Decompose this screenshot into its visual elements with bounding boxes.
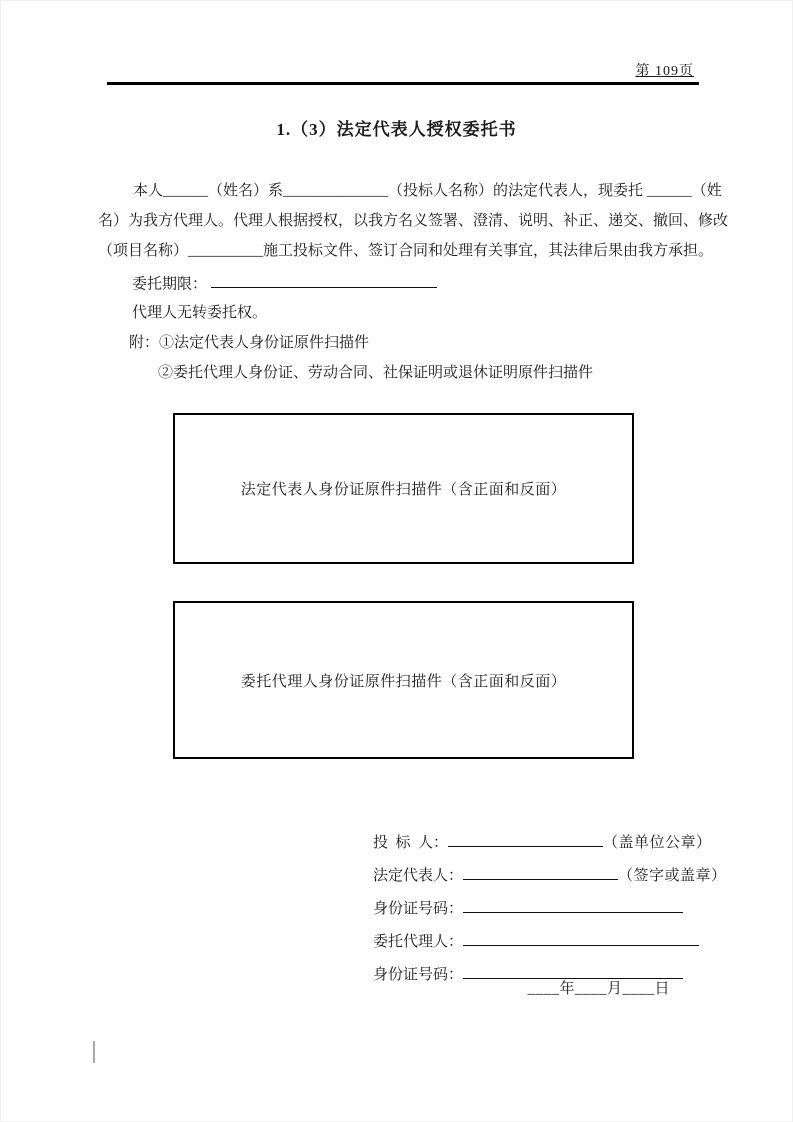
agent-id-scan-box xyxy=(173,601,634,759)
legal-rep-id-scan-box xyxy=(173,413,634,564)
bidder-name-blank[interactable] xyxy=(448,832,603,847)
agent-id-label: 身份证号码： xyxy=(373,967,464,983)
legal-rep-id-label: 身份证号码： xyxy=(373,901,464,917)
legal-rep-id-blank[interactable] xyxy=(463,898,683,913)
entrust-term-line xyxy=(132,273,748,294)
legal-rep-name-blank[interactable] xyxy=(463,865,618,880)
bidder-seal-note: （盖单位公章） xyxy=(603,835,712,851)
text-cursor-mark xyxy=(93,1041,95,1063)
attachment-line-2: ②委托代理人身份证、劳动合同、社保证明或退休证明原件扫描件 xyxy=(158,365,594,381)
legal-rep-label: 法定代表人： xyxy=(373,868,464,884)
entrust-term-label: 委托期限： xyxy=(132,276,208,293)
agent-label: 委托代理人： xyxy=(373,934,464,950)
page-number: 第 109页 xyxy=(635,64,694,79)
document-title: 1.（3）法定代表人授权委托书 xyxy=(276,120,517,139)
header-rule xyxy=(107,82,699,85)
paragraph-line-1: 本人______（姓名）系______________（投标人名称）的法定代表人，现委托 ______（姓 xyxy=(133,183,722,199)
entrust-term-blank[interactable] xyxy=(211,273,437,288)
bidder-label: 投 标 人： xyxy=(373,835,449,851)
agent-id-scan-label: 委托代理人身份证原件扫描件（含正面和反面） xyxy=(240,673,567,690)
date-line: ____年____月____日 xyxy=(527,981,670,997)
paragraph-line-2: 名）为我方代理人。代理人根据授权，以我方名义签署、澄清、说明、补正、递交、撤回、修改 xyxy=(98,213,729,229)
paragraph-line-3: （项目名称）__________施工投标文件、签订合同和处理有关事宜，其法律后果由我方承担。 xyxy=(98,243,714,259)
legal-rep-sign-note: （签字或盖章） xyxy=(618,868,727,884)
agent-name-blank[interactable] xyxy=(463,931,699,946)
legal-rep-id-scan-label: 法定代表人身份证原件扫描件（含正面和反面） xyxy=(240,482,567,498)
attachment-line-1: 附：①法定代表人身份证原件扫描件 xyxy=(129,335,370,351)
no-transfer-line: 代理人无转委托权。 xyxy=(132,305,268,321)
